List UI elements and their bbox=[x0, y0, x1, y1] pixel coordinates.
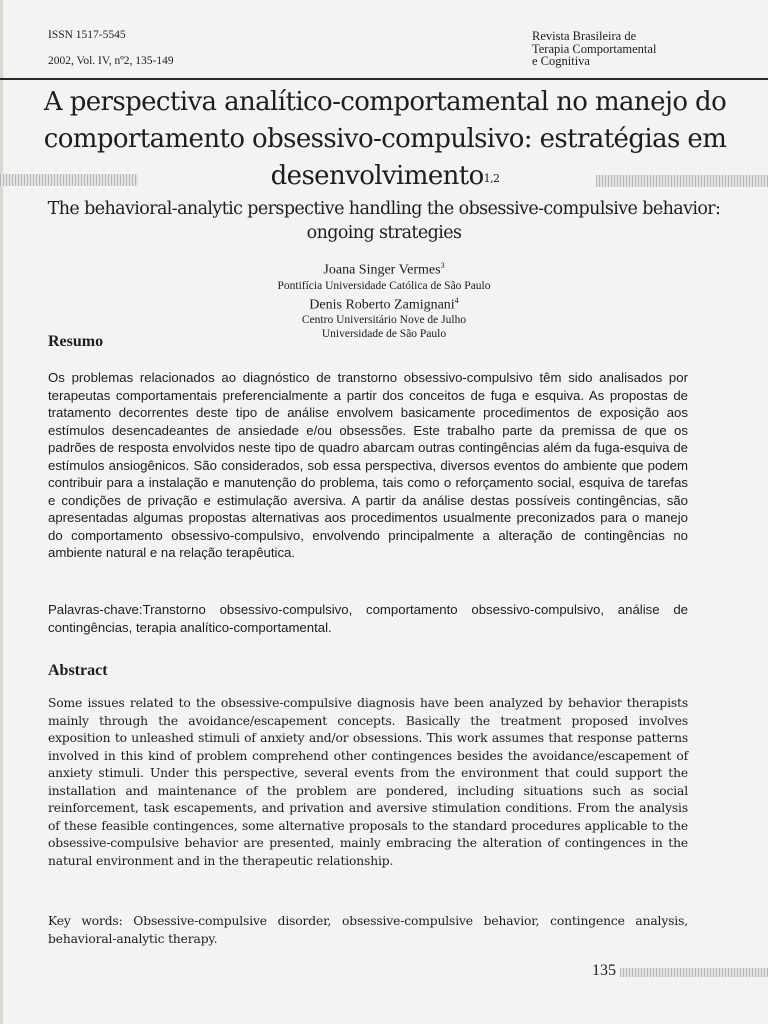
decorative-band-right bbox=[596, 175, 768, 187]
author-footnote-mark: 3 bbox=[440, 261, 445, 270]
author-name-text: Denis Roberto Zamignani bbox=[309, 297, 455, 313]
decorative-band-left bbox=[0, 174, 138, 186]
palavras-chave: Palavras-chave:Transtorno obsessivo-compulsivo, comportamento obsessivo-compulsivo, análise de contingências, terapia analítico-comportamental. bbox=[48, 602, 688, 635]
author-affiliation: Centro Universitário Nove de Julho bbox=[301, 314, 467, 327]
author-affiliation: Universidade de São Paulo bbox=[321, 328, 447, 341]
issue-info bbox=[48, 28, 174, 80]
author-name bbox=[180, 293, 588, 314]
title-text: A perspectiva analítico-comportamental no manejo do comportamento obsessivo-compulsivo: estratégias em desenvolvimento bbox=[43, 87, 727, 191]
decorative-band-footer bbox=[620, 968, 768, 977]
journal-line: e Cognitiva bbox=[532, 54, 590, 68]
title-footnote-marks: 1,2 bbox=[483, 172, 500, 185]
abstract-body: Some issues related to the obsessive-compulsive diagnosis have been analyzed by behavior therapists mainly through the avoidance/escapement concepts. Basically the treatment proposed involves exposition to unleashed stimuli of anxiety and/or obsessions. This work assumes that response patterns involved in this kind of problem comprehend other contingences besides the avoidance/escapement of anxiety stimuli. Under this perspective, several events from the environment that could support the installation and maintenance of the problem are pondered, including situations such as social reinforcement, task escapements, and privation and aversive stimulation conditions. From the analysis of these feasible contingences, some alternative proposals to the standard procedures applicable to the obsessive-compulsive behavior are presented, mainly embracing the alteration of contingences in the natural environment and in the therapeutic relationship. bbox=[48, 696, 688, 868]
abstract-heading: Abstract bbox=[48, 662, 108, 679]
english-title: The behavioral-analytic perspective handling the obsessive-compulsive behavior: ongoing strategies bbox=[47, 199, 721, 243]
author-name bbox=[180, 258, 588, 279]
resumo-heading: Resumo bbox=[48, 333, 104, 350]
author-name-text: Joana Singer Vermes bbox=[323, 262, 441, 278]
scan-edge bbox=[0, 0, 3, 1024]
journal-line: Terapia Comportamental bbox=[532, 41, 657, 56]
author-footnote-mark: 4 bbox=[454, 295, 459, 305]
header-rule bbox=[0, 78, 768, 80]
journal-name bbox=[532, 30, 656, 68]
author-block bbox=[180, 258, 588, 341]
key-words: Key words: Obsessive-compulsive disorder, obsessive-compulsive behavior, contingence analysis, behavioral-analytic therapy. bbox=[48, 914, 688, 946]
journal-line: Revista Brasileira de bbox=[532, 29, 637, 43]
page-number: 135 bbox=[592, 962, 616, 979]
author-affiliation: Pontifícia Universidade Católica de São Paulo bbox=[277, 279, 491, 292]
issn: ISSN 1517-5545 bbox=[48, 29, 126, 41]
volume-info: 2002, Vol. IV, nº2, 135-149 bbox=[48, 55, 174, 67]
resumo-body: Os problemas relacionados ao diagnóstico de transtorno obsessivo-compulsivo têm sido analisados por terapeutas comportamentais preferencialmente a partir dos conceitos de fuga e esquiva. As propostas de tratamento decorrentes deste tipo de análise envolvem basicamente procedimentos de exposição aos estímulos desencadeantes de ansiedade e/ou obsessões. Este trabalho parte da premissa de que os padrões de resposta envolvidos neste tipo de quadro abarcam outras contingências além da fuga-esquiva de estímulos ansiogênicos. São considerados, sob essa perspectiva, diversos eventos do ambiente que podem contribuir para a instalação e manutenção do problema, tais como o reforçamento social, esquiva de tarefas e condições de privação e estimulação aversiva. A partir da análise destas possíveis contingências, são apresentadas algumas propostas alternativas aos procedimentos usualmente preconizados para o manejo do comportamento obsessivo-compulsivo, envolvendo principalmente a alteração de contingências no ambiente natural e na relação terapêutica. bbox=[48, 370, 688, 560]
